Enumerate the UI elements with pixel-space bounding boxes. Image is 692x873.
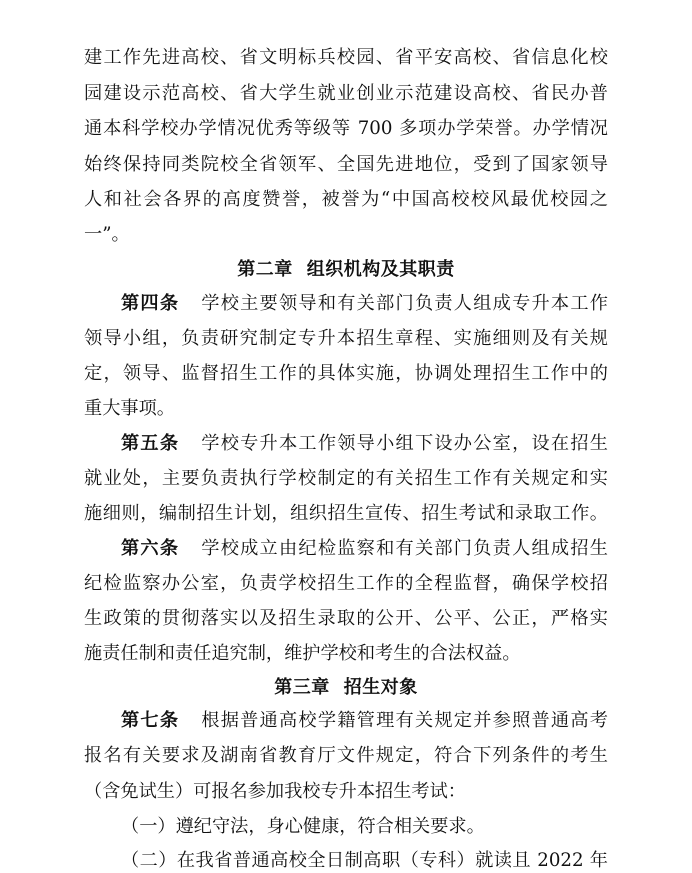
article-5-label: 第五条 (121, 433, 180, 454)
article-4-line-2: 领导小组，负责研究制定专升本招生章程、实施细则及有关规 (84, 328, 608, 349)
intro-line-5: 人和社会各界的高度赞誉，被誉为“中国高校校风最优校园之 (84, 189, 608, 210)
chapter-title: 组织机构及其职责 (306, 259, 455, 280)
article-7-text: 根据普通高校学籍管理有关规定并参照普通高考 (201, 710, 608, 731)
article-7-label: 第七条 (121, 710, 180, 731)
chapter-heading (0, 258, 692, 282)
article-4-line-1 (121, 292, 608, 316)
list-item: （一）遵纪守法，身心健康，符合相关要求。 (121, 816, 485, 837)
article-6-line-3: 生政策的贯彻落实以及招生录取的公开、公平、公正，严格实 (84, 608, 608, 629)
article-6-text: 学校成立由纪检监察和有关部门负责人组成招生 (201, 538, 608, 559)
intro-line-2: 园建设示范高校、省大学生就业创业示范建设高校、省民办普 (84, 83, 608, 104)
article-6-label: 第六条 (121, 538, 180, 559)
intro-line-3: 通本科学校办学情况优秀等级等 700 多项办学荣誉。办学情况 (84, 118, 608, 139)
article-6-line-2: 纪检监察办公室，负责学校招生工作的全程监督，确保学校招 (84, 573, 608, 594)
article-5-line-3: 施细则，编制招生计划，组织招生宣传、招生考试和录取工作。 (84, 503, 608, 524)
article-7-line-3: （含免试生）可报名参加我校专升本招生考试： (84, 781, 466, 802)
article-4-line-3: 定，领导、监督招生工作的具体实施，协调处理招生工作中的 (84, 363, 608, 384)
list-item: （二）在我省普通高校全日制高职（专科）就读且 2022 年 (121, 850, 608, 871)
chapter-number: 第二章 (237, 259, 293, 280)
article-7-line-1 (121, 709, 608, 733)
intro-line-4: 始终保持同类院校全省领军、全国先进地位，受到了国家领导 (84, 154, 608, 175)
article-4-label: 第四条 (121, 293, 180, 314)
chapter-number: 第三章 (274, 677, 330, 698)
article-4-text: 学校主要领导和有关部门负责人组成专升本工作 (201, 293, 608, 314)
article-5-line-1 (121, 432, 608, 456)
chapter-heading (0, 676, 692, 700)
article-5-line-2: 就业处，主要负责执行学校制定的有关招生工作有关规定和实 (84, 468, 608, 489)
article-4-line-4: 重大事项。 (84, 398, 175, 419)
article-5-text: 学校专升本工作领导小组下设办公室，设在招生 (201, 433, 608, 454)
article-6-line-1 (121, 537, 608, 561)
chapter-title: 招生对象 (343, 677, 418, 698)
intro-line-6: 一”。 (84, 224, 130, 245)
intro-line-1: 建工作先进高校、省文明标兵校园、省平安高校、省信息化校 (84, 47, 608, 68)
article-7-line-2: 报名有关要求及湖南省教育厅文件规定，符合下列条件的考生 (84, 745, 608, 766)
article-6-line-4: 施责任制和责任追究制，维护学校和考生的合法权益。 (84, 643, 521, 664)
